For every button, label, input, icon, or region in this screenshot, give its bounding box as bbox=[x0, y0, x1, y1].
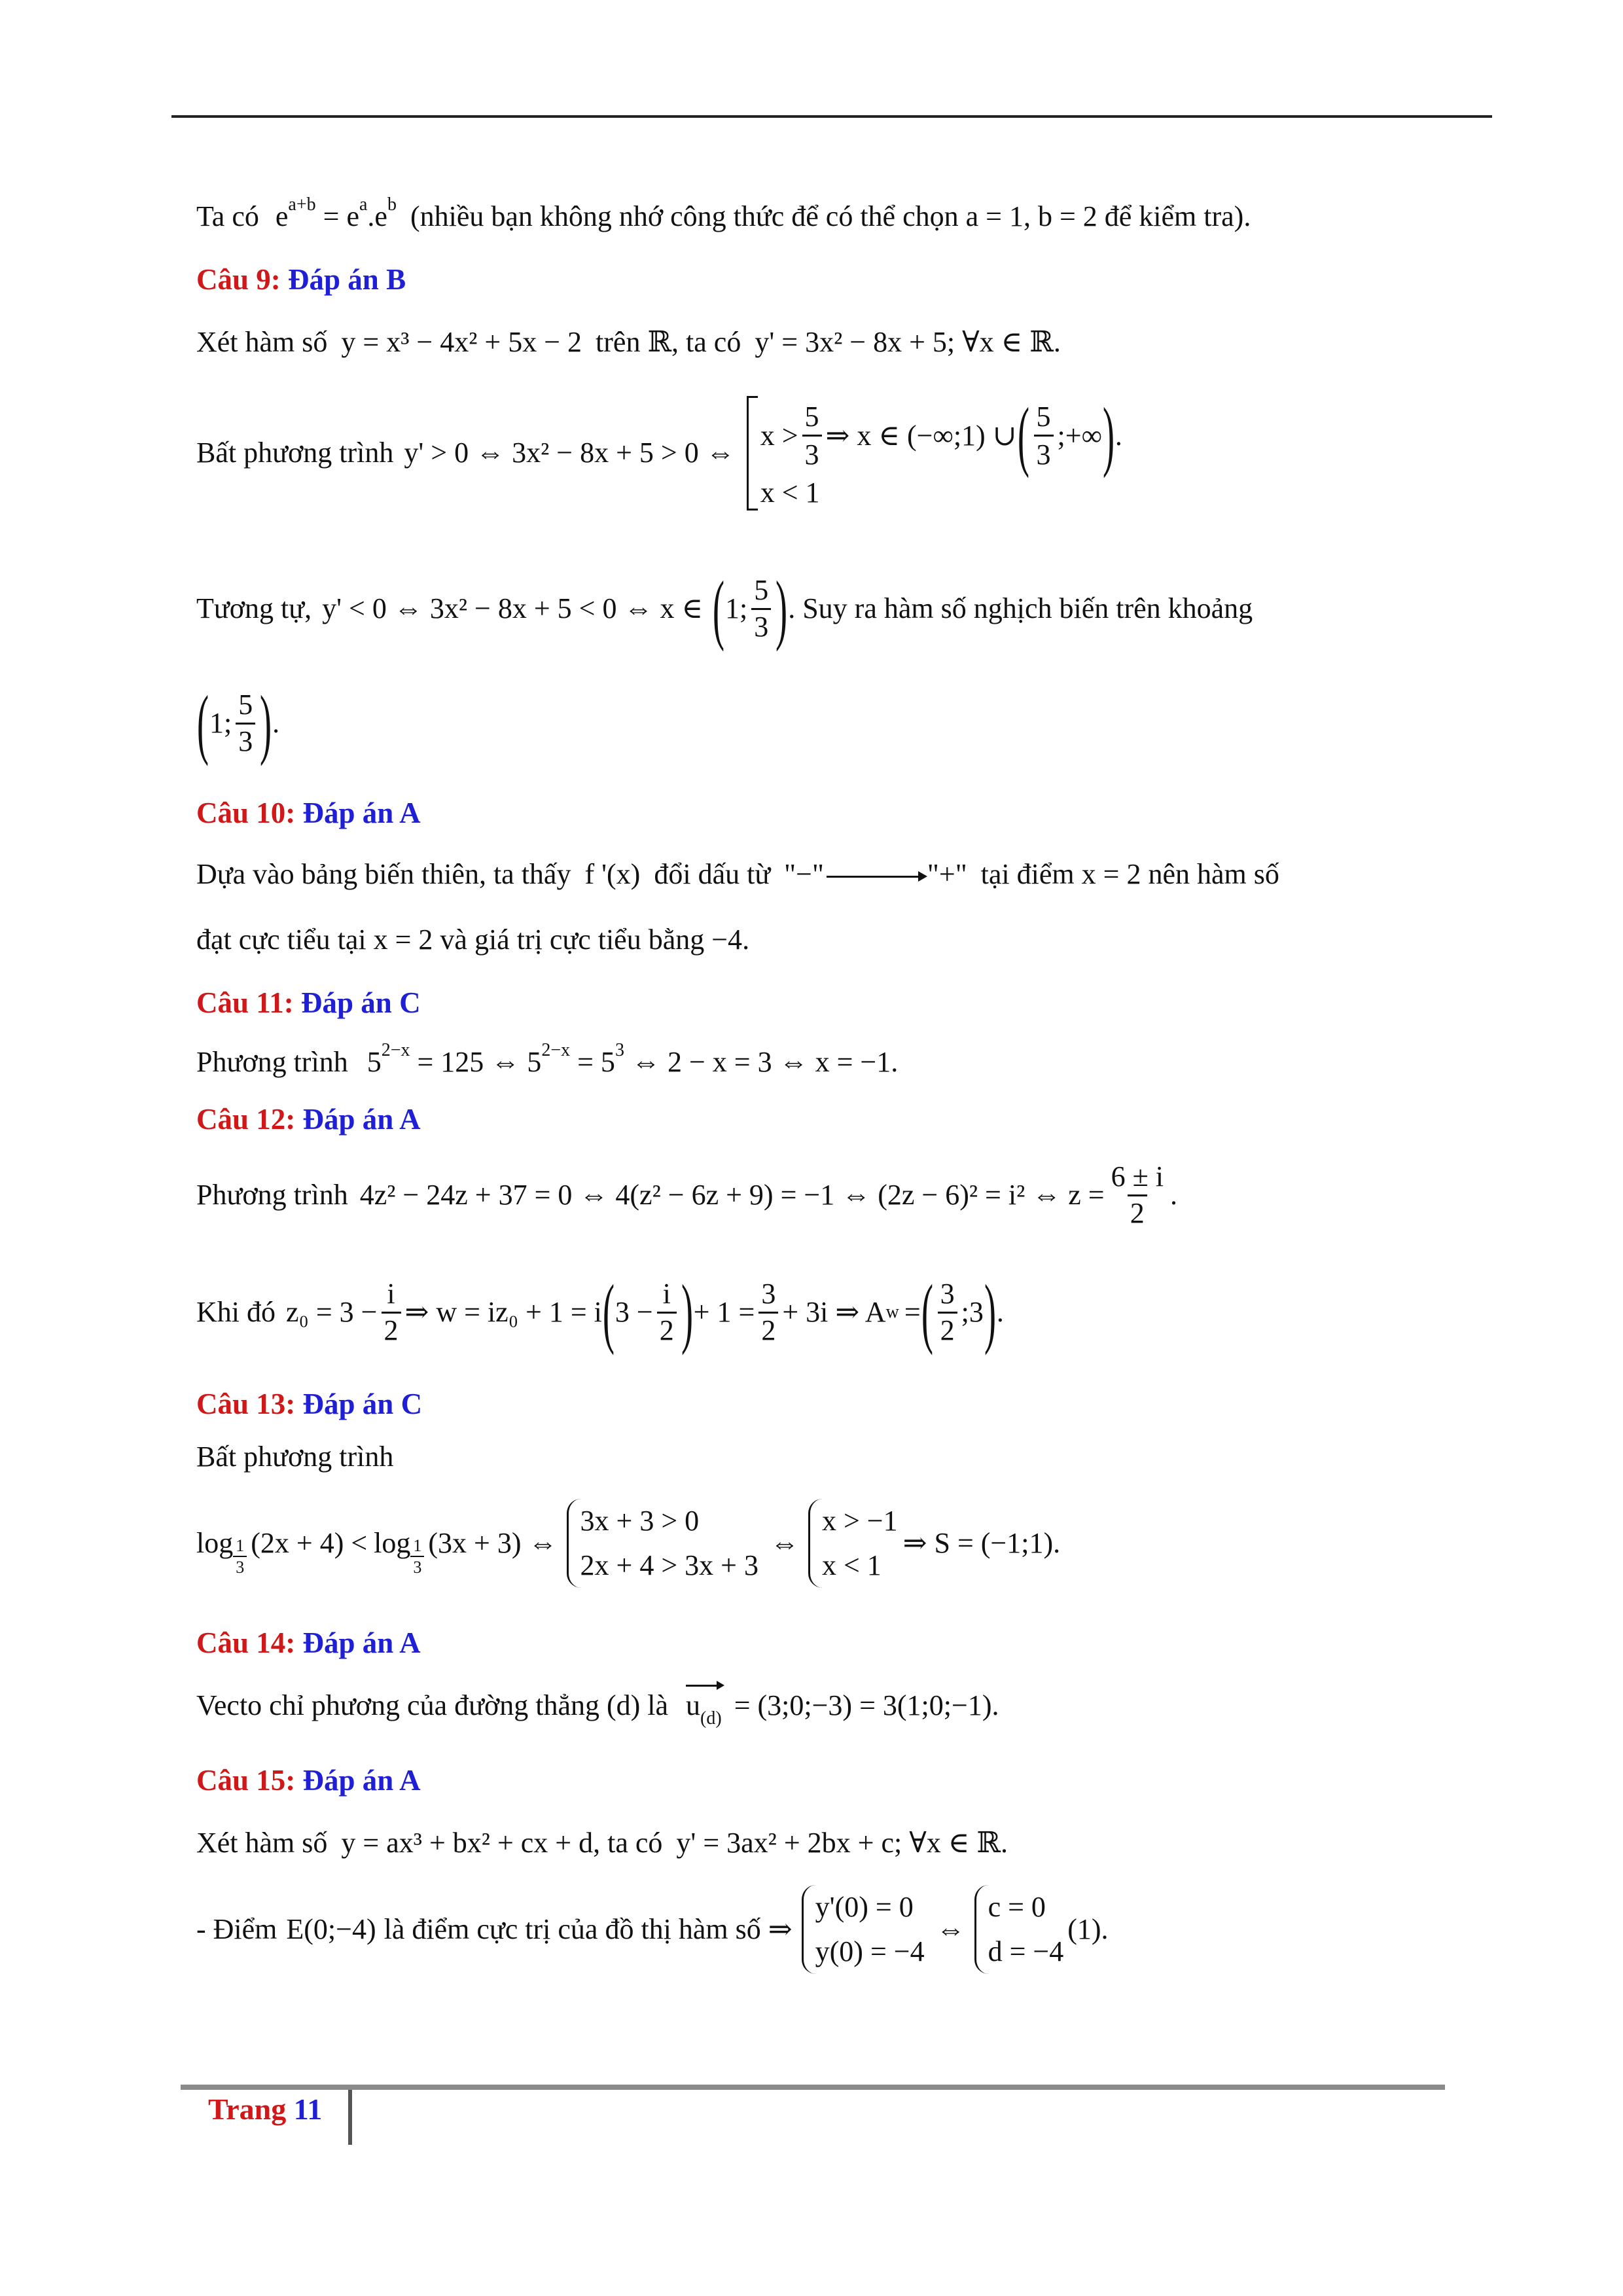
math: y' > 0 ⇔ 3x² − 8x + 5 > 0 ⇔ bbox=[404, 437, 735, 469]
fraction bbox=[236, 688, 255, 759]
exp-base: e bbox=[275, 200, 289, 232]
cond: x < 1 bbox=[760, 476, 820, 509]
math: = 125 ⇔ 5 bbox=[417, 1046, 542, 1078]
den: 2 bbox=[758, 1312, 778, 1348]
footer-divider bbox=[348, 2090, 352, 2145]
q15-line2 bbox=[196, 1885, 1109, 1974]
math: + 1 = bbox=[693, 1295, 755, 1328]
den: 3 bbox=[802, 435, 822, 473]
text: . bbox=[1101, 1912, 1109, 1945]
math: y' = 3x² − 8x + 5; ∀x ∈ bbox=[755, 326, 1023, 358]
den: 3 bbox=[410, 1556, 424, 1577]
text: . bbox=[742, 924, 750, 956]
and-system bbox=[567, 1499, 758, 1588]
num: 1 bbox=[236, 1536, 245, 1555]
math: ⇒ x ∈ (−∞;1) ∪ bbox=[825, 419, 1017, 452]
log: log bbox=[374, 1526, 411, 1559]
q14-label: Câu 14: bbox=[196, 1626, 296, 1659]
num: 5 bbox=[754, 573, 769, 606]
num: 3 bbox=[761, 1277, 776, 1310]
math: 5 bbox=[366, 1046, 382, 1078]
log-base bbox=[233, 1535, 247, 1577]
text: , ta có bbox=[593, 1827, 663, 1859]
num: 5 bbox=[1036, 400, 1051, 433]
num: 6 ± i bbox=[1111, 1160, 1164, 1193]
q11-line bbox=[196, 1040, 899, 1080]
q14-heading bbox=[196, 1625, 421, 1660]
paren-right: ) bbox=[681, 1268, 693, 1355]
text: là điểm cực trị của đồ thị hàm số ⇒ bbox=[383, 1912, 793, 1945]
text: đạt cực tiểu tại x = 2 và giá trị cực tiểu bằng bbox=[196, 924, 705, 956]
sup: 2−x bbox=[381, 1040, 410, 1060]
math: (2x + 4) < bbox=[251, 1526, 368, 1559]
and-system bbox=[974, 1885, 1064, 1974]
log: log bbox=[196, 1526, 234, 1559]
math: (3x + 3) ⇔ bbox=[428, 1526, 558, 1559]
paren-left: ( bbox=[1017, 391, 1029, 478]
or-system bbox=[747, 391, 1122, 511]
text: tại điểm x = 2 nên hàm số bbox=[980, 858, 1279, 890]
text: trên bbox=[596, 326, 641, 358]
math: 1; bbox=[725, 592, 748, 624]
math: = (3;0;−3) = 3(1;0;−1) bbox=[734, 1689, 992, 1721]
q10-answer: Đáp án A bbox=[302, 797, 421, 829]
sup: 2−x bbox=[541, 1040, 571, 1060]
q9-line2 bbox=[196, 391, 1122, 511]
reals-symbol: ℝ bbox=[647, 326, 672, 358]
q10-heading bbox=[196, 795, 421, 831]
math: ⇔ bbox=[936, 1912, 965, 1945]
paren-right: ) bbox=[260, 679, 272, 766]
math: ⇔ bbox=[770, 1526, 799, 1559]
math: z₀ = 3 − bbox=[286, 1295, 378, 1328]
den: 2 bbox=[1128, 1194, 1147, 1231]
fraction bbox=[657, 1277, 677, 1348]
fraction bbox=[938, 1277, 957, 1348]
log-base bbox=[410, 1535, 424, 1577]
text: Xét hàm số bbox=[196, 326, 328, 358]
text: . bbox=[1053, 1526, 1061, 1559]
den: 3 bbox=[236, 723, 255, 759]
q13-heading bbox=[196, 1386, 422, 1422]
paren-right: ) bbox=[1102, 391, 1115, 478]
intro-note: (nhiều bạn không nhớ công thức để có thể chọn a = 1, b = 2 để kiểm tra). bbox=[410, 200, 1251, 232]
cond: 3x + 3 > 0 bbox=[580, 1505, 700, 1537]
text: Bất phương trình bbox=[196, 1441, 394, 1473]
intro-text: Ta có bbox=[196, 200, 259, 232]
paren-left: ( bbox=[921, 1268, 933, 1355]
page-word: Trang bbox=[208, 2092, 287, 2126]
math: −4 bbox=[711, 924, 743, 956]
plus-sign: "+" bbox=[927, 858, 967, 890]
math: + 3i ⇒ A bbox=[782, 1295, 886, 1328]
and-system bbox=[808, 1499, 898, 1588]
q9-answer: Đáp án B bbox=[288, 263, 406, 296]
math: ;+∞ bbox=[1057, 419, 1102, 452]
cond: y'(0) = 0 bbox=[815, 1891, 914, 1923]
and-system bbox=[802, 1885, 925, 1974]
math: y = x³ − 4x² + 5x − 2 bbox=[341, 326, 582, 358]
cond: x > bbox=[760, 419, 798, 452]
num: 1 bbox=[413, 1536, 422, 1555]
den: 2 bbox=[657, 1312, 677, 1348]
q15-label: Câu 15: bbox=[196, 1764, 296, 1797]
fraction bbox=[758, 1277, 778, 1348]
cond: x < 1 bbox=[821, 1549, 882, 1582]
q13-line1 bbox=[196, 1440, 393, 1475]
cond: y(0) = −4 bbox=[815, 1935, 925, 1968]
text: . Suy ra hàm số nghịch biến trên khoảng bbox=[788, 592, 1253, 624]
math: y' = 3ax² + 2bx + c; ∀x ∈ bbox=[676, 1827, 970, 1859]
fraction bbox=[1034, 399, 1054, 473]
text: Tương tự, bbox=[196, 592, 312, 624]
paren-left: ( bbox=[713, 565, 725, 652]
exp-sup-b: b bbox=[387, 194, 397, 215]
q9-label: Câu 9: bbox=[196, 263, 281, 296]
q10-line1 bbox=[196, 857, 1279, 892]
q12-line2: Khi đó z₀ = 3 − $\frac{i}{2}$ ⇒ w = iz₀ + 1 = i ( 3 − $\frac{i}{2}$ ) + 1 = $\frac{3}{2}$ + 3i ⇒ A w = ( $\frac{3}{2}$ ;3 ) . bbox=[196, 1268, 1004, 1355]
q12-label: Câu 12: bbox=[196, 1103, 296, 1136]
q11-answer: Đáp án C bbox=[301, 986, 421, 1019]
text: Vecto chỉ phương của đường thẳng (d) là bbox=[196, 1689, 669, 1721]
vector-name: u bbox=[686, 1689, 701, 1721]
exp-dot: .e bbox=[367, 200, 387, 232]
q15-line1 bbox=[196, 1826, 1008, 1861]
math: ⇔ 2 − x = 3 ⇔ x = −1 bbox=[631, 1046, 891, 1078]
math: f '(x) bbox=[584, 858, 641, 890]
text: - Điểm bbox=[196, 1912, 277, 1945]
cond: x > −1 bbox=[821, 1505, 898, 1537]
fraction bbox=[1109, 1160, 1166, 1231]
cond: d = −4 bbox=[988, 1935, 1064, 1968]
num: 3 bbox=[940, 1277, 955, 1310]
text: Phương trình bbox=[196, 1178, 348, 1211]
num: 5 bbox=[804, 400, 819, 433]
den: 3 bbox=[1034, 435, 1054, 473]
minus-sign: "−" bbox=[784, 858, 824, 890]
den: 2 bbox=[382, 1312, 401, 1348]
text: Dựa vào bảng biến thiên, ta thấy bbox=[196, 858, 571, 890]
math: ⇒ w = iz₀ + 1 = i bbox=[404, 1295, 602, 1328]
num: i bbox=[662, 1277, 671, 1310]
reals-symbol: ℝ bbox=[1029, 326, 1054, 358]
q14-answer: Đáp án A bbox=[302, 1626, 421, 1659]
math: = 5 bbox=[577, 1046, 615, 1078]
num: 5 bbox=[238, 688, 253, 721]
q12-line1 bbox=[196, 1160, 1177, 1231]
math: y = ax³ + bx² + cx + d bbox=[341, 1827, 594, 1859]
paren-right: ) bbox=[984, 1268, 996, 1355]
vector-u bbox=[686, 1689, 722, 1729]
page-number bbox=[208, 2092, 322, 2126]
math: 1; bbox=[209, 706, 232, 739]
text: . bbox=[891, 1046, 899, 1078]
q9-line1 bbox=[196, 325, 1061, 360]
q12-answer: Đáp án A bbox=[302, 1103, 421, 1136]
text: Bất phương trình bbox=[196, 437, 394, 469]
equation-tag: (1) bbox=[1067, 1912, 1101, 1945]
den: 3 bbox=[233, 1556, 247, 1577]
math: y' < 0 ⇔ 3x² − 8x + 5 < 0 ⇔ x ∈ bbox=[322, 592, 704, 624]
math: 4z² − 24z + 37 = 0 ⇔ 4(z² − 6z + 9) = −1 ⇔ (2z − 6)² = i² ⇔ z = bbox=[359, 1178, 1105, 1211]
exp-eq: = e bbox=[323, 200, 359, 232]
q9-line3 bbox=[196, 565, 1253, 652]
text: . bbox=[1053, 326, 1061, 358]
q9-heading bbox=[196, 262, 406, 297]
q11-label: Câu 11: bbox=[196, 986, 294, 1019]
text: đổi dấu từ bbox=[654, 858, 771, 890]
text: . bbox=[1169, 1178, 1177, 1211]
header-rule bbox=[171, 115, 1492, 118]
q9-line4 bbox=[196, 679, 280, 766]
paren-right: ) bbox=[776, 565, 788, 652]
math: = bbox=[904, 1295, 921, 1328]
q14-line bbox=[196, 1689, 999, 1729]
text: . bbox=[1000, 1827, 1008, 1859]
q12-heading bbox=[196, 1102, 421, 1137]
math: 3 − bbox=[615, 1295, 653, 1328]
fraction bbox=[382, 1277, 401, 1348]
num: i bbox=[387, 1277, 395, 1310]
math: ;3 bbox=[961, 1295, 984, 1328]
text: . bbox=[1115, 419, 1122, 452]
q15-heading bbox=[196, 1763, 421, 1798]
exp-sup-a: a bbox=[359, 194, 368, 215]
sub: (d) bbox=[700, 1708, 722, 1729]
q10-label: Câu 10: bbox=[196, 797, 296, 829]
q11-heading bbox=[196, 985, 421, 1020]
text: . bbox=[996, 1295, 1004, 1328]
cond: c = 0 bbox=[988, 1891, 1046, 1923]
exp-sup: a+b bbox=[288, 194, 316, 215]
q15-answer: Đáp án A bbox=[302, 1764, 421, 1797]
fraction bbox=[751, 573, 771, 645]
intro-line bbox=[196, 194, 1251, 234]
text: Phương trình bbox=[196, 1046, 348, 1078]
page-num: 11 bbox=[293, 2092, 323, 2126]
q13-label: Câu 13: bbox=[196, 1388, 296, 1420]
cond: 2x + 4 > 3x + 3 bbox=[580, 1549, 758, 1582]
paren-left: ( bbox=[196, 679, 209, 766]
reals-symbol: ℝ bbox=[976, 1827, 1001, 1859]
footer-rule bbox=[181, 2085, 1445, 2090]
fraction bbox=[802, 399, 822, 473]
math: ⇒ S = (−1;1) bbox=[902, 1526, 1054, 1559]
q13-line2 bbox=[196, 1499, 1060, 1588]
den: 2 bbox=[938, 1312, 957, 1348]
math: E(0;−4) bbox=[286, 1912, 376, 1945]
sup: 3 bbox=[615, 1040, 624, 1060]
text: Xét hàm số bbox=[196, 1827, 328, 1859]
den: 3 bbox=[751, 608, 771, 645]
text: , ta có bbox=[671, 326, 741, 358]
text: . bbox=[991, 1689, 999, 1721]
q13-answer: Đáp án C bbox=[302, 1388, 423, 1420]
text: . bbox=[272, 706, 280, 739]
long-arrow-icon bbox=[827, 876, 925, 878]
text: Khi đó bbox=[196, 1295, 276, 1328]
q10-line2 bbox=[196, 923, 749, 958]
paren-left: ( bbox=[602, 1268, 615, 1355]
